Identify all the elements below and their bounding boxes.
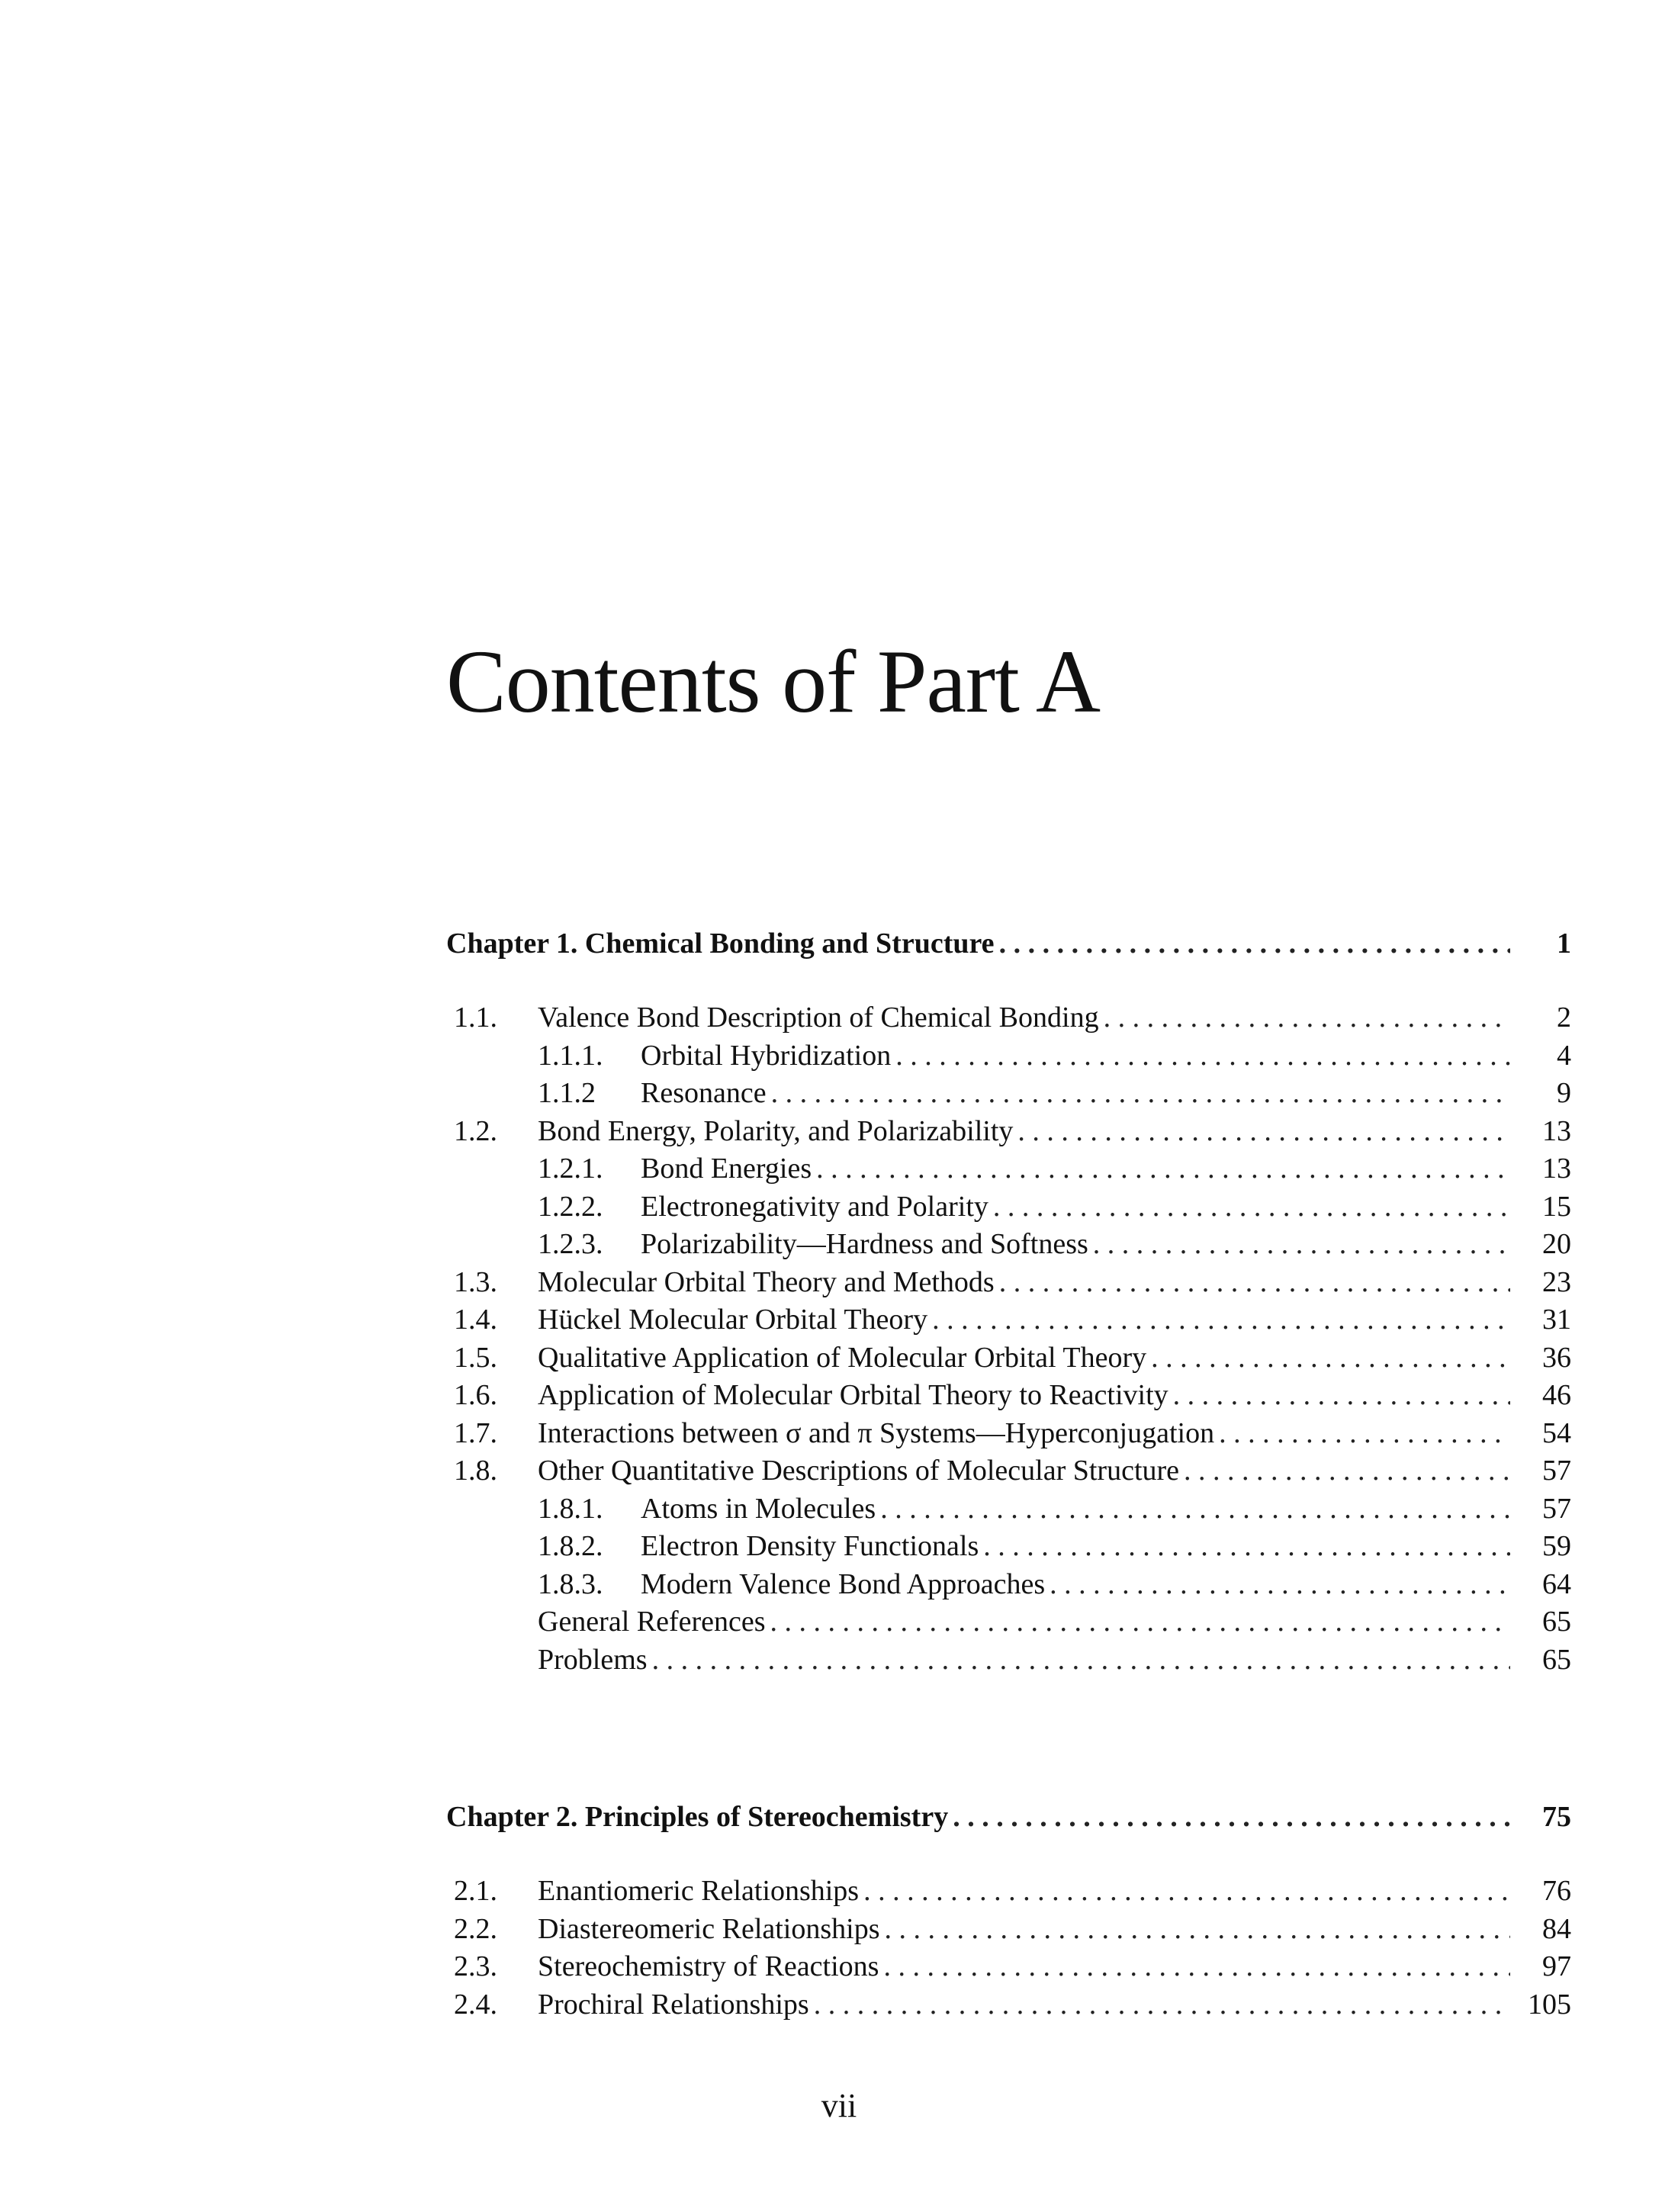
page-number: 65 (1542, 1606, 1571, 1638)
leader-dots (1093, 1227, 1510, 1261)
section-number: 1.2.3. (538, 1228, 603, 1260)
section-title: Diastereomeric Relationships (538, 1912, 880, 1945)
leader-dots (770, 1605, 1510, 1638)
toc-subentry (446, 1152, 1571, 1190)
leader-dots (953, 1800, 1510, 1834)
page-number: 9 (1557, 1077, 1571, 1109)
leader-dots (863, 1874, 1510, 1908)
section-title: Prochiral Relationships (538, 1988, 809, 2021)
leader-dots (1151, 1341, 1510, 1374)
page-number: 2 (1557, 1002, 1571, 1034)
leader-dots (771, 1076, 1510, 1110)
toc-subentry (446, 1190, 1571, 1228)
section-number: 2.2. (454, 1912, 497, 1945)
section-number: 1.1.1. (538, 1039, 603, 1072)
page-number: 57 (1542, 1455, 1571, 1487)
page-number: 23 (1542, 1265, 1571, 1298)
toc-entry (446, 1874, 1571, 1912)
toc-entry-references (446, 1605, 1571, 1643)
leader-dots (816, 1152, 1510, 1185)
section-number: 2.4. (454, 1988, 497, 2021)
page-number: 105 (1528, 1988, 1571, 2021)
section-title: Valence Bond Description of Chemical Bonding (538, 1002, 1099, 1034)
leader-dots (652, 1643, 1510, 1677)
section-number: 1.8. (454, 1455, 497, 1487)
leader-dots (814, 1988, 1510, 2021)
toc-subentry (446, 1492, 1571, 1530)
leader-dots (895, 1039, 1510, 1072)
toc-entry (446, 1454, 1571, 1492)
section-number: 1.2.2. (538, 1190, 603, 1223)
page-number: 84 (1542, 1912, 1571, 1945)
toc-entry (446, 1912, 1571, 1950)
toc-entry (446, 1265, 1571, 1304)
section-title: Problems (538, 1643, 648, 1676)
page-number: 4 (1557, 1039, 1571, 1072)
page-number: 15 (1542, 1190, 1571, 1223)
page-number: 65 (1542, 1643, 1571, 1676)
toc-entry (446, 1001, 1571, 1039)
page-number: 1 (1557, 928, 1571, 960)
section-title: General References (538, 1606, 766, 1638)
chapter-title: Chapter 2. Principles of Stereochemistry (446, 1801, 949, 1833)
leader-dots (880, 1492, 1510, 1526)
page-number: 64 (1542, 1567, 1571, 1600)
toc-entry (446, 1416, 1571, 1455)
toc-entry (446, 1114, 1571, 1153)
page-number: 13 (1542, 1153, 1571, 1185)
page-number: 31 (1542, 1304, 1571, 1336)
leader-dots (1050, 1567, 1510, 1601)
section-number: 2.3. (454, 1950, 497, 1982)
toc-entry (446, 1988, 1571, 2026)
section-title: Bond Energies (641, 1153, 812, 1185)
folio-page-number: vii (821, 2087, 857, 2124)
leader-dots (883, 1950, 1510, 1983)
leader-dots (983, 1529, 1510, 1563)
page-number: 36 (1542, 1341, 1571, 1374)
section-title: Atoms in Molecules (641, 1492, 876, 1525)
toc-chapter-2 (446, 1800, 1571, 2025)
section-number: 1.3. (454, 1265, 497, 1298)
page-number: 76 (1542, 1875, 1571, 1907)
toc-subentry (446, 1227, 1571, 1265)
section-title: Interactions between σ and π Systems—Hyperconjugation (538, 1416, 1215, 1449)
page-title: Contents of Part A (446, 632, 1101, 731)
page-number: 20 (1542, 1228, 1571, 1260)
toc-entry (446, 1378, 1571, 1416)
chapter-title: Chapter 1. Chemical Bonding and Structure (446, 928, 995, 960)
leader-dots (1017, 1114, 1510, 1148)
section-title: Application of Molecular Orbital Theory to Reactivity (538, 1379, 1168, 1411)
section-number: 1.8.1. (538, 1492, 603, 1525)
section-number: 1.1. (454, 1002, 497, 1034)
leader-dots (999, 1265, 1510, 1299)
toc-entry (446, 1950, 1571, 1988)
section-title: Orbital Hybridization (641, 1039, 892, 1072)
toc-entry-problems (446, 1643, 1571, 1681)
leader-dots (1219, 1416, 1510, 1450)
toc-chapter-1 (446, 927, 1571, 1680)
section-number: 1.8.3. (538, 1567, 603, 1600)
section-title: Polarizability—Hardness and Softness (641, 1228, 1088, 1260)
section-title: Enantiomeric Relationships (538, 1875, 860, 1907)
page-number: 54 (1542, 1416, 1571, 1449)
page-number: 97 (1542, 1950, 1571, 1982)
page-number: 13 (1542, 1114, 1571, 1147)
toc-entry (446, 1341, 1571, 1379)
section-number: 1.1.2 (538, 1077, 596, 1109)
page-number: 75 (1542, 1801, 1571, 1833)
section-title: Bond Energy, Polarity, and Polarizability (538, 1114, 1014, 1147)
section-title: Molecular Orbital Theory and Methods (538, 1265, 995, 1298)
section-number: 1.2.1. (538, 1153, 603, 1185)
toc-entry (446, 1303, 1571, 1341)
toc-subentry (446, 1039, 1571, 1077)
section-title: Stereochemistry of Reactions (538, 1950, 879, 1982)
chapter-heading (446, 927, 1571, 1001)
leader-dots (1184, 1454, 1510, 1487)
leader-dots (1173, 1378, 1510, 1412)
toc-subentry (446, 1076, 1571, 1114)
section-title: Resonance (641, 1077, 767, 1109)
section-title: Modern Valence Bond Approaches (641, 1567, 1046, 1600)
leader-dots (993, 1190, 1510, 1223)
leader-dots (885, 1912, 1511, 1946)
section-number: 1.2. (454, 1114, 497, 1147)
section-title: Hückel Molecular Orbital Theory (538, 1304, 928, 1336)
section-number: 1.5. (454, 1341, 497, 1374)
section-number: 1.7. (454, 1416, 497, 1449)
chapter-heading (446, 1800, 1571, 1874)
leader-dots (932, 1303, 1510, 1336)
page-number: 46 (1542, 1379, 1571, 1411)
section-number: 2.1. (454, 1875, 497, 1907)
section-number: 1.4. (454, 1304, 497, 1336)
section-number: 1.6. (454, 1379, 497, 1411)
section-title: Electron Density Functionals (641, 1530, 979, 1562)
section-title: Electronegativity and Polarity (641, 1190, 988, 1223)
page-number: 59 (1542, 1530, 1571, 1562)
page-number: 57 (1542, 1492, 1571, 1525)
toc-subentry (446, 1529, 1571, 1567)
section-number: 1.8.2. (538, 1530, 603, 1562)
leader-dots (999, 927, 1510, 960)
leader-dots (1104, 1001, 1510, 1034)
toc-subentry (446, 1567, 1571, 1606)
section-title: Other Quantitative Descriptions of Molecular Structure (538, 1455, 1180, 1487)
section-title: Qualitative Application of Molecular Orbital Theory (538, 1341, 1147, 1374)
